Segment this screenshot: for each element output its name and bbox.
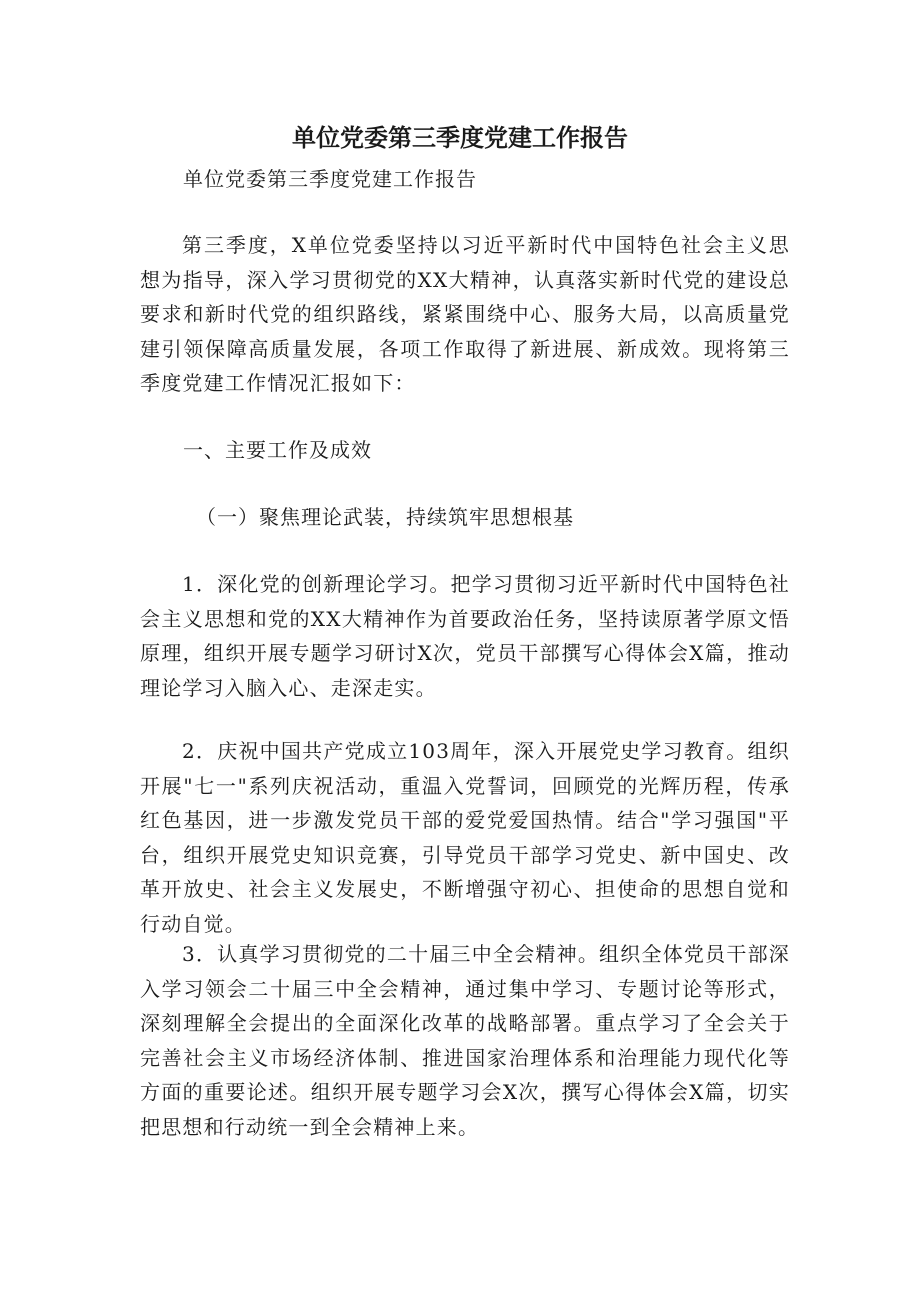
paragraph-item-1: 1．深化党的创新理论学习。把学习贯彻习近平新时代中国特色社会主义思想和党的XX大精神作为首要政治任务，坚持读原著学原文悟原理，组织开展专题学习研讨X次，党员干部撰写心得体会X篇，推动理论学习入脑入心、走深走实。: [140, 572, 790, 700]
subsection-heading: （一）聚焦理论武装，持续筑牢思想根基: [196, 505, 574, 529]
document-subtitle: 单位党委第三季度党建工作报告: [183, 167, 477, 191]
intro-paragraph: 第三季度，X单位党委坚持以习近平新时代中国特色社会主义思想为指导，深入学习贯彻党的XX大精神，认真落实新时代党的建设总要求和新时代党的组织路线，紧紧围绕中心、服务大局，以高质量党建引领保障高质量发展，各项工作取得了新进展、新成效。现将第三季度党建工作情况汇报如下：: [140, 233, 790, 395]
document-title: 单位党委第三季度党建工作报告: [292, 124, 628, 152]
section-heading: 一、主要工作及成效: [183, 438, 372, 462]
paragraph-item-3: 3．认真学习贯彻党的二十届三中全会精神。组织全体党员干部深入学习领会二十届三中全会精神，通过集中学习、专题讨论等形式，深刻理解全会提出的全面深化改革的战略部署。重点学习了全会关于完善社会主义市场经济体制、推进国家治理体系和治理能力现代化等方面的重要论述。组织开展专题学习会X次，撰写心得体会X篇，切实把思想和行动统一到全会精神上来。: [140, 942, 790, 1139]
paragraph-item-2: 2．庆祝中国共产党成立103周年，深入开展党史学习教育。组织开展"七一"系列庆祝活动，重温入党誓词，回顾党的光辉历程，传承红色基因，进一步激发党员干部的爱党爱国热情。结合"学习强国"平台，组织开展党史知识竞赛，引导党员干部学习党史、新中国史、改革开放史、社会主义发展史，不断增强守初心、担使命的思想自觉和行动自觉。: [140, 739, 790, 936]
